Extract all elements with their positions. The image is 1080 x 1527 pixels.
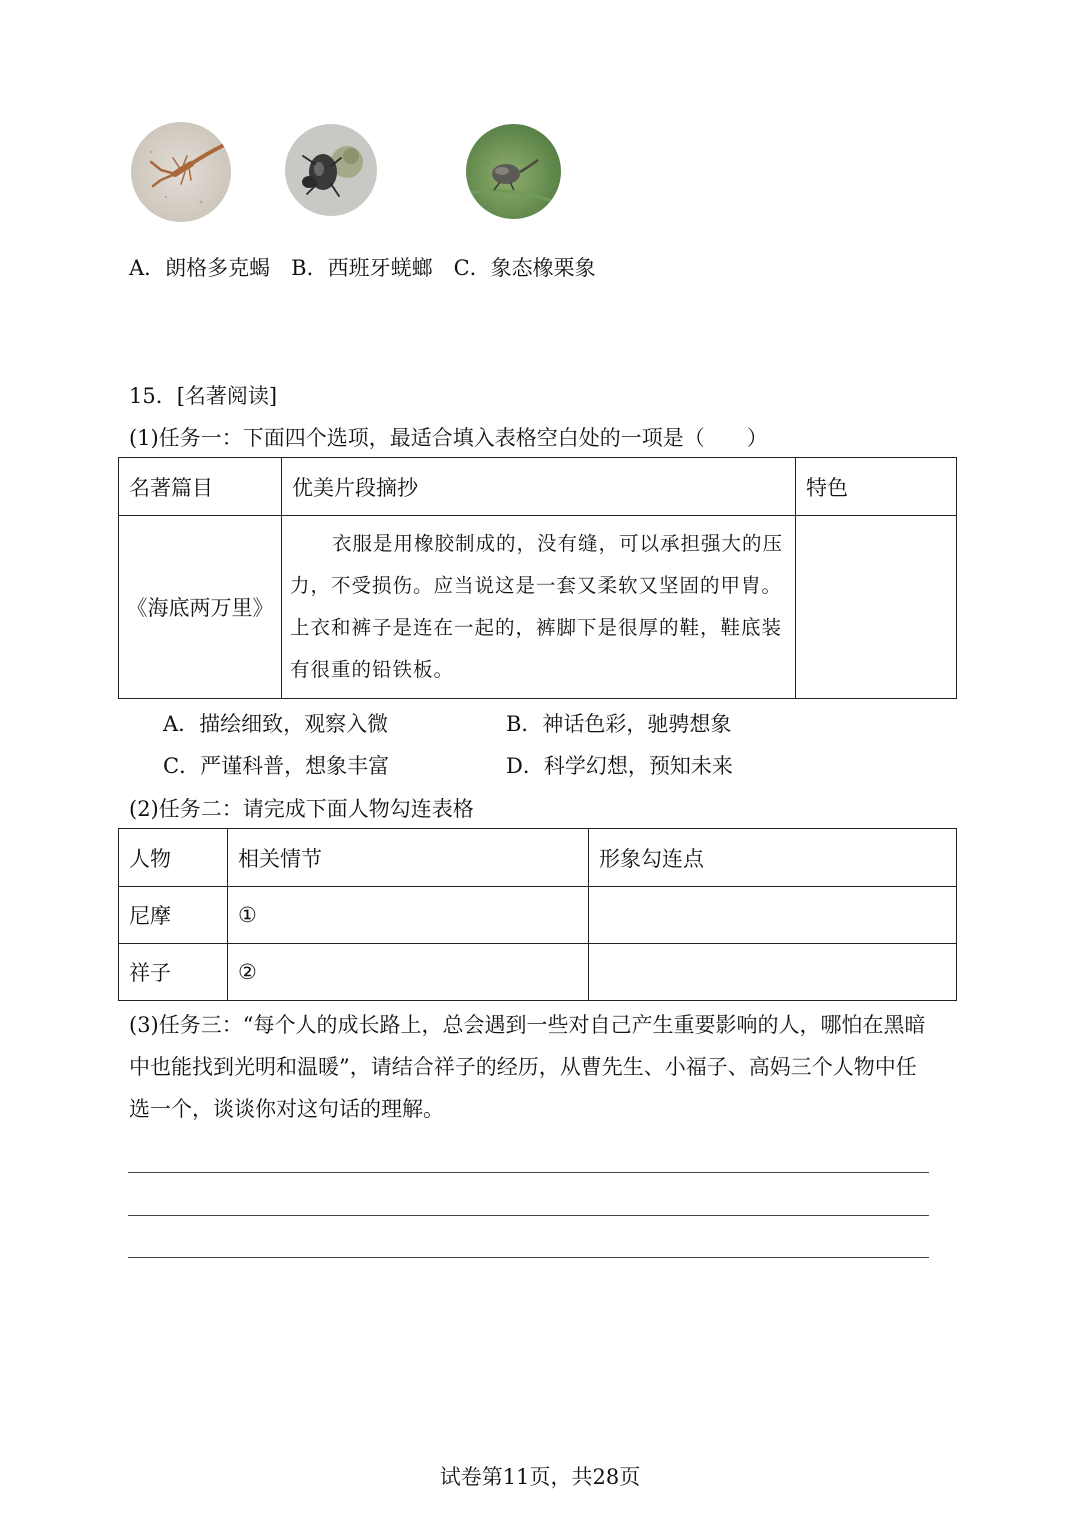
beetle-photo (285, 124, 377, 216)
page-footer: 试卷第11页，共28页 (439, 1465, 641, 1489)
option-b[interactable]: B．神话色彩，驰骋想象 (506, 712, 732, 736)
task3-line2: 中也能找到光明和温暖”，请结合祥子的经历，从曹先生、小福子、高妈三个人物中任 (129, 1055, 917, 1079)
task1-table (118, 457, 957, 699)
feature-blank[interactable] (796, 516, 957, 699)
task2-table (118, 828, 957, 1001)
answer-line-3[interactable] (128, 1257, 929, 1258)
header-feature: 特色 (796, 458, 957, 516)
header-plot: 相关情节 (228, 829, 589, 887)
weevil-photo (466, 124, 561, 219)
plot-xiangzi[interactable]: ② (228, 944, 589, 1001)
header-excerpt: 优美片段摘抄 (282, 458, 796, 516)
header-link: 形象勾连点 (589, 829, 957, 887)
header-person: 人物 (119, 829, 228, 887)
option-c[interactable]: C．严谨科普，想象丰富 (163, 754, 390, 778)
person-xiangzi: 祥子 (119, 944, 228, 1001)
passage-text: 衣服是用橡胶制成的，没有缝，可以承担强大的压力，不受损伤。应当说这是一套又柔软又坚固的甲胄。上衣和裤子是连在一起的，裤脚下是很厚的鞋，鞋底装有很重的铅铁板。 (290, 532, 784, 681)
q14-options: A．朗格多克蝎 B．西班牙蜣螂 C．象态橡栗象 (129, 256, 596, 280)
task2-prompt: (2)任务二：请完成下面人物勾连表格 (129, 797, 474, 821)
option-d[interactable]: D．科学幻想，预知未来 (506, 754, 733, 778)
link-nemo[interactable] (589, 887, 957, 944)
task3-line3: 选一个，谈谈你对这句话的理解。 (129, 1097, 444, 1121)
plot-nemo[interactable]: ① (228, 887, 589, 944)
q15-title: 15．[名著阅读] (129, 384, 278, 408)
task1-prompt: (1)任务一：下面四个选项，最适合填入表格空白处的一项是（ ） (129, 426, 768, 450)
task3-line1: (3)任务三：“每个人的成长路上，总会遇到一些对自己产生重要影响的人，哪怕在黑暗 (129, 1013, 926, 1037)
option-a[interactable]: A．描绘细致，观察入微 (163, 712, 389, 736)
link-xiangzi[interactable] (589, 944, 957, 1001)
scorpion-photo (131, 122, 231, 222)
book-title: 《海底两万里》 (119, 516, 282, 699)
person-nemo: 尼摩 (119, 887, 228, 944)
answer-line-2[interactable] (128, 1215, 929, 1216)
answer-line-1[interactable] (128, 1172, 929, 1173)
excerpt-passage (282, 516, 796, 699)
header-book: 名著篇目 (119, 458, 282, 516)
